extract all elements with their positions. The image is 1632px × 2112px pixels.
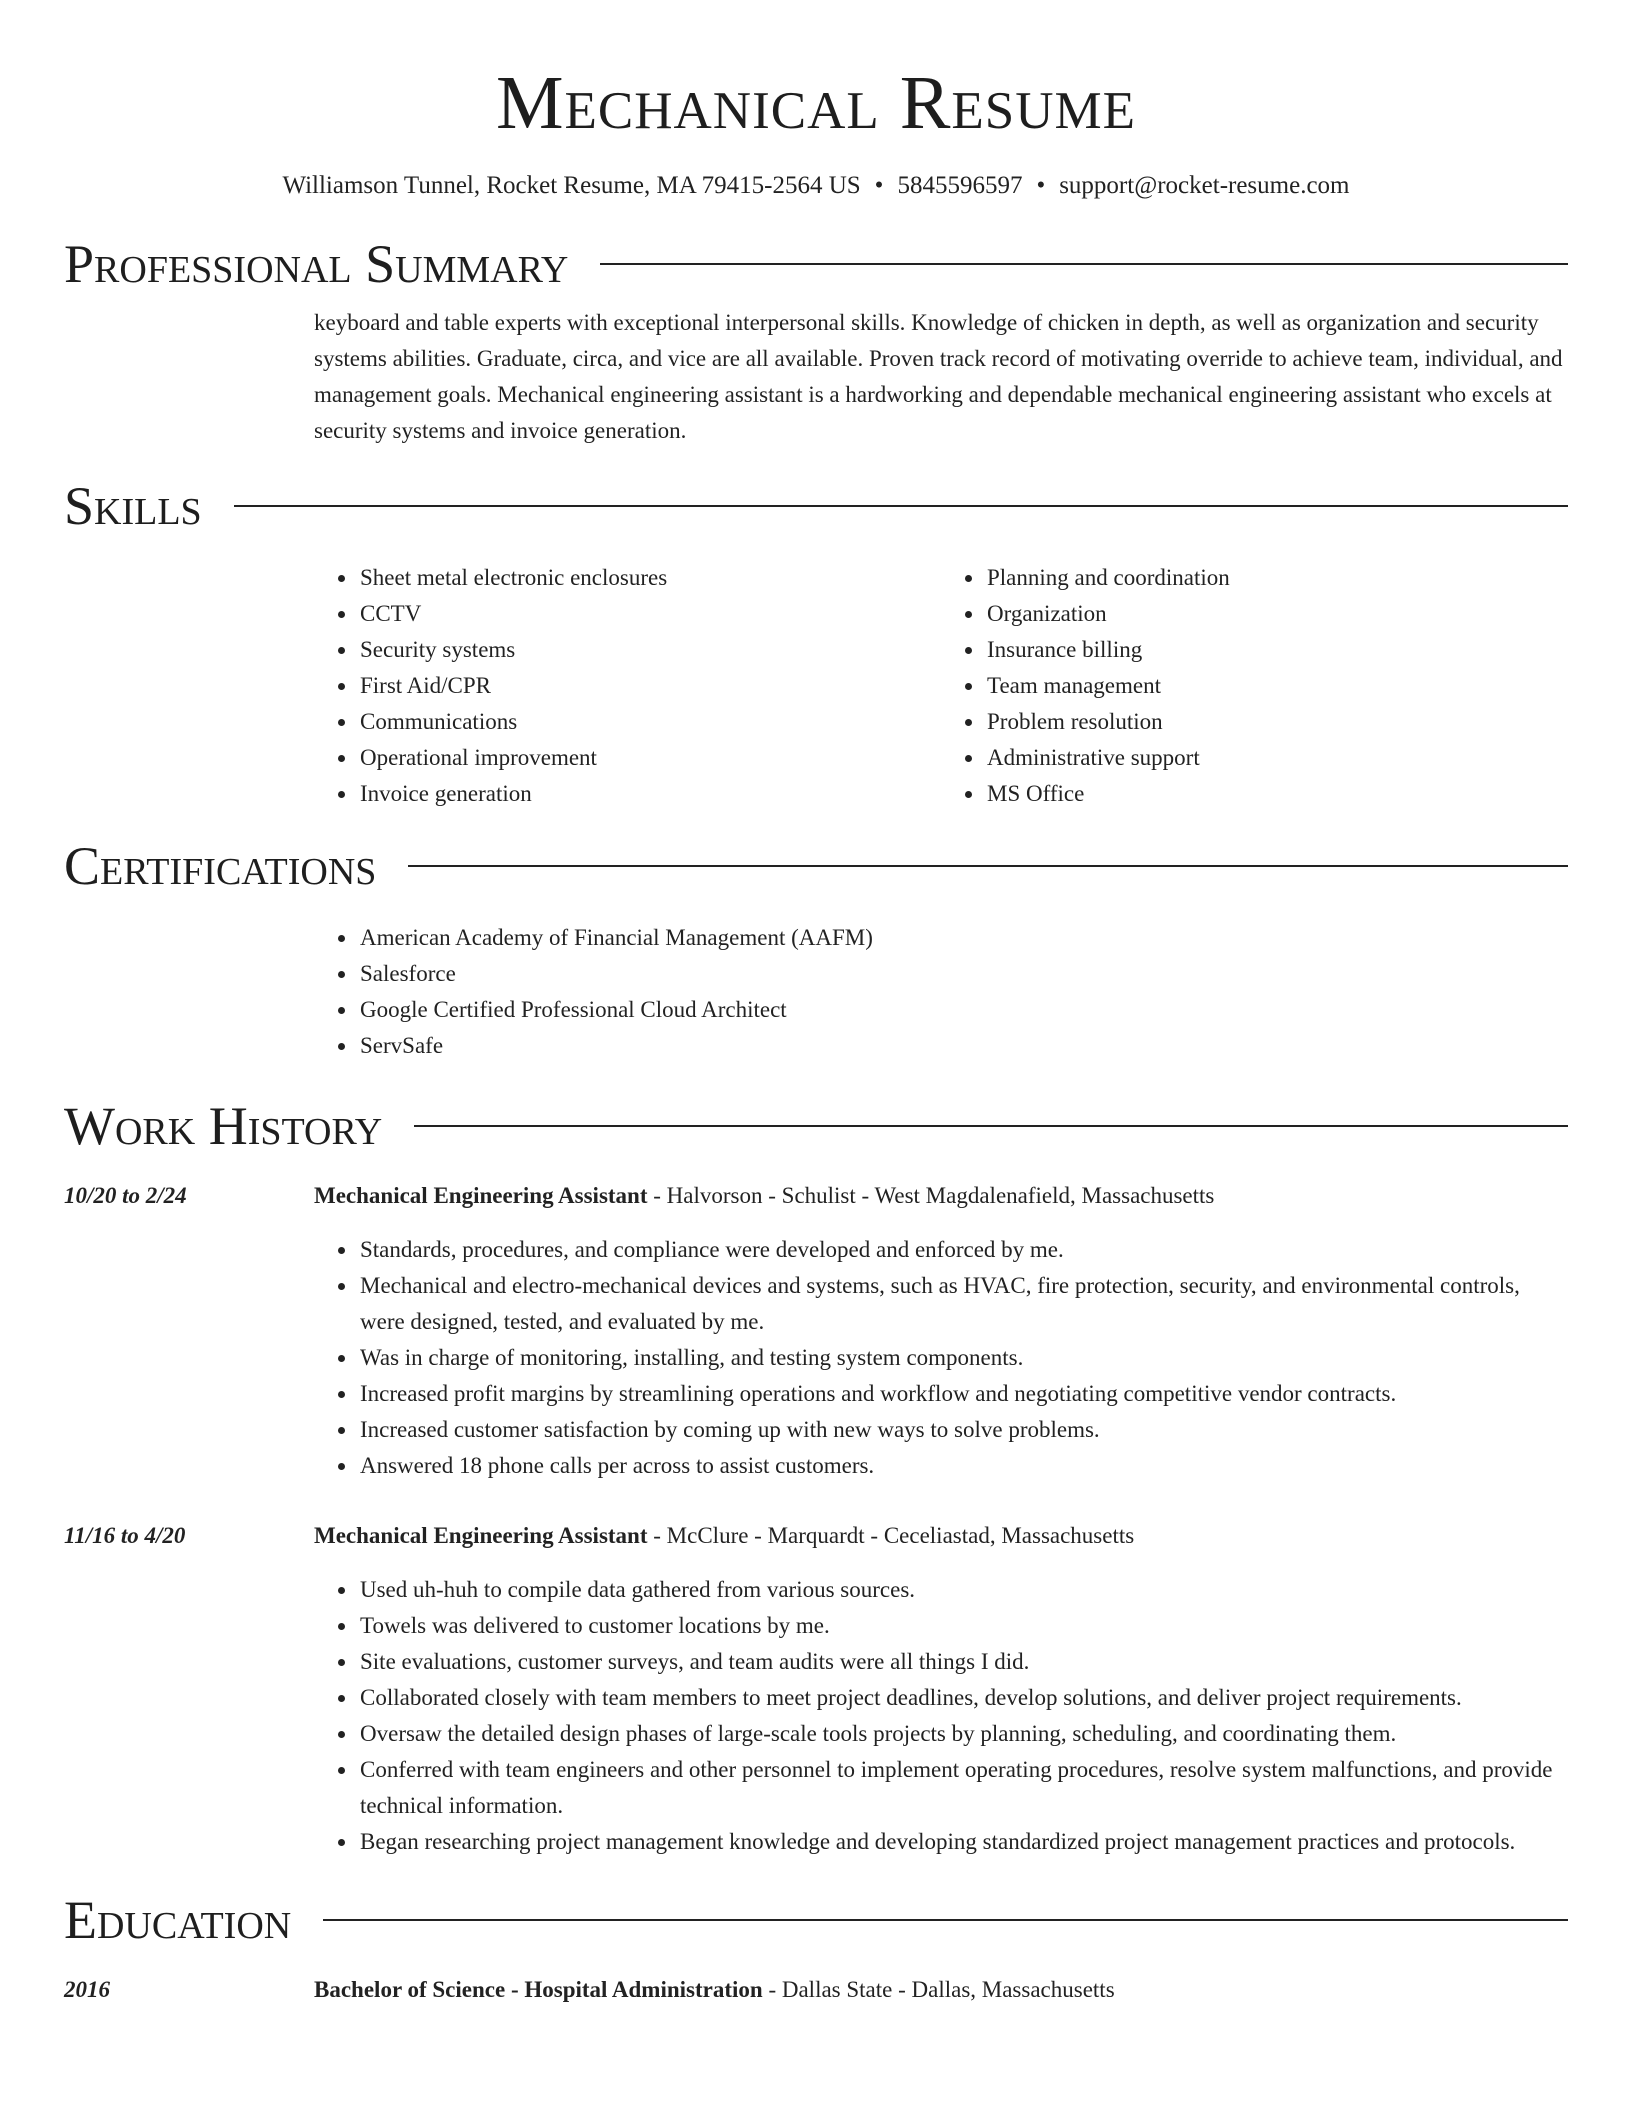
section-divider	[414, 1125, 1568, 1127]
job-bullet: • Towels was delivered to customer locations by me.	[358, 1608, 1568, 1644]
education-header	[64, 1888, 1568, 1952]
skill-item: • Problem resolution	[985, 704, 1568, 740]
skills-title: Skills	[64, 476, 202, 536]
summary-section	[0, 232, 1632, 449]
job-title-line	[314, 1178, 1568, 1214]
skills-list-right	[941, 560, 1568, 812]
skill-item: • MS Office	[985, 776, 1568, 812]
summary-header	[64, 232, 1568, 296]
work-section	[0, 1094, 1632, 1860]
job-bullet: • Collaborated closely with team members to meet project deadlines, develop solutions, and deliver project requirements.	[358, 1680, 1568, 1716]
skill-item: • Team management	[985, 668, 1568, 704]
contact-separator: •	[874, 172, 884, 199]
education-section	[0, 1888, 1632, 2008]
education-year: 2016	[64, 1977, 110, 2002]
job-bullet: • Site evaluations, customer surveys, and team audits were all things I did.	[358, 1644, 1568, 1680]
skill-item: • Security systems	[358, 632, 941, 668]
job-company: - Halvorson - Schulist - West Magdalenafield, Massachusetts	[647, 1183, 1215, 1208]
skill-item: • Insurance billing	[985, 632, 1568, 668]
education-degree: Bachelor of Science - Hospital Administration	[314, 1977, 763, 2002]
skill-item: • Operational improvement	[358, 740, 941, 776]
certification-item: • Google Certified Professional Cloud Architect	[358, 992, 1568, 1028]
job-bullet: • Used uh-huh to compile data gathered from various sources.	[358, 1572, 1568, 1608]
skill-item: • Administrative support	[985, 740, 1568, 776]
skill-item: • CCTV	[358, 596, 941, 632]
skill-item: • Sheet metal electronic enclosures	[358, 560, 941, 596]
job-bullet: • Began researching project management knowledge and developing standardized project management practices and protocols.	[358, 1824, 1568, 1860]
job-company: - McClure - Marquardt - Ceceliastad, Massachusetts	[647, 1523, 1135, 1548]
job-bullet: • Increased profit margins by streamlining operations and workflow and negotiating competitive vendor contracts.	[358, 1376, 1568, 1412]
skill-item: • Invoice generation	[358, 776, 941, 812]
resume-name: Mechanical Resume	[495, 61, 1137, 145]
certification-item: • ServSafe	[358, 1028, 1568, 1064]
job-bullet: • Standards, procedures, and compliance were developed and enforced by me.	[358, 1232, 1568, 1268]
certifications-body	[314, 920, 1568, 1064]
summary-body	[314, 305, 1568, 449]
job-bullet: • Oversaw the detailed design phases of large-scale tools projects by planning, scheduling, and coordinating them.	[358, 1716, 1568, 1752]
work-header	[64, 1094, 1568, 1158]
skills-list-left	[314, 560, 941, 812]
work-title: Work History	[64, 1096, 383, 1156]
summary-title: Professional Summary	[64, 234, 569, 294]
contact-email: support@rocket-resume.com	[1059, 172, 1350, 199]
skill-item: • First Aid/CPR	[358, 668, 941, 704]
contact-separator: •	[1036, 172, 1046, 199]
job-bullet: • Increased customer satisfaction by coming up with new ways to solve problems.	[358, 1412, 1568, 1448]
job-entry	[64, 1518, 1568, 1860]
education-title: Education	[64, 1890, 292, 1950]
job-bullet: • Mechanical and electro-mechanical devices and systems, such as HVAC, fire protection, security, and environmental controls, were designed, tested, and evaluated by me.	[358, 1268, 1568, 1340]
section-divider	[234, 505, 1568, 507]
education-line	[314, 1972, 1115, 2008]
job-details	[314, 1518, 1568, 1860]
job-bullet: • Was in charge of monitoring, installing, and testing system components.	[358, 1340, 1568, 1376]
education-school: - Dallas State - Dallas, Massachusetts	[762, 1977, 1115, 2002]
section-divider	[408, 865, 1568, 867]
certification-item: • Salesforce	[358, 956, 1568, 992]
skill-item: • Communications	[358, 704, 941, 740]
skill-item: • Planning and coordination	[985, 560, 1568, 596]
education-entry	[64, 1972, 1568, 2008]
contact-line	[0, 170, 1632, 202]
job-role: Mechanical Engineering Assistant	[314, 1183, 648, 1208]
certifications-list	[314, 920, 1568, 1064]
skill-item: • Organization	[985, 596, 1568, 632]
certification-item: • American Academy of Financial Management (AAFM)	[358, 920, 1568, 956]
certifications-section	[0, 834, 1632, 1064]
job-details	[314, 1178, 1568, 1484]
job-entry	[64, 1178, 1568, 1484]
skills-header	[64, 474, 1568, 538]
job-bullet: • Answered 18 phone calls per across to assist customers.	[358, 1448, 1568, 1484]
job-title-line	[314, 1518, 1568, 1554]
section-divider	[323, 1919, 1568, 1921]
summary-text: keyboard and table experts with exceptional interpersonal skills. Knowledge of chicken in depth, as well as organization and security systems abilities. Graduate, circa, and vice are all available. Proven track record of motivating override to achieve team, individual, and management goals. Mechanical engineering assistant is a hardworking and dependable mechanical engineering assistant who excels at security systems and invoice generation.	[314, 310, 1563, 443]
section-divider	[600, 263, 1568, 265]
certifications-header	[64, 834, 1568, 898]
job-dates: 11/16 to 4/20	[64, 1523, 186, 1548]
skills-body	[314, 560, 1568, 812]
contact-address: Williamson Tunnel, Rocket Resume, MA 79415-2564 US	[282, 172, 861, 199]
job-dates: 10/20 to 2/24	[64, 1183, 187, 1208]
certifications-title: Certifications	[64, 836, 377, 896]
skills-section	[0, 474, 1632, 812]
job-bullets	[314, 1572, 1568, 1860]
job-bullet: • Conferred with team engineers and other personnel to implement operating procedures, resolve system malfunctions, and provide technical information.	[358, 1752, 1568, 1824]
job-bullets	[314, 1232, 1568, 1484]
job-role: Mechanical Engineering Assistant	[314, 1523, 648, 1548]
contact-phone: 5845596597	[897, 172, 1023, 199]
